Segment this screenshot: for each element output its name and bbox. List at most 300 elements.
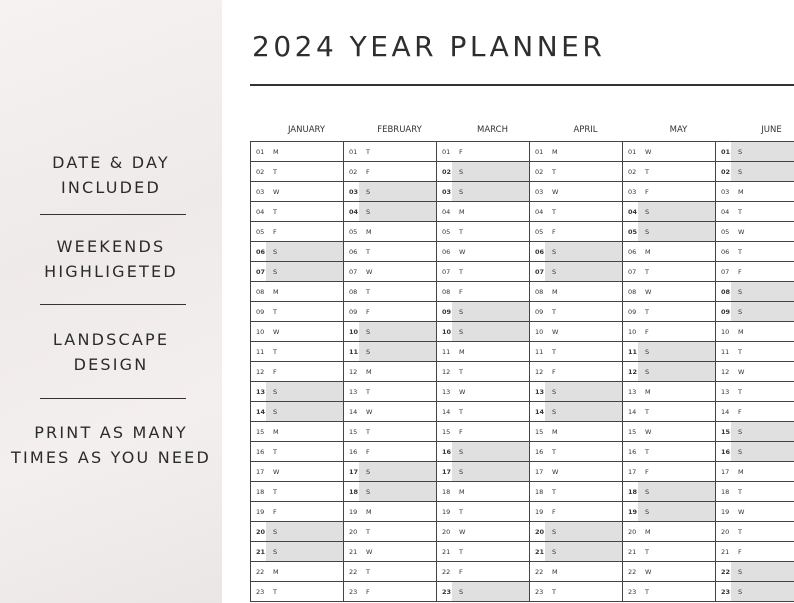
day-row <box>251 322 794 342</box>
weekday-letter: M <box>366 508 372 516</box>
weekday-letter: T <box>552 488 556 496</box>
day-row <box>251 402 794 422</box>
weekday-letter: F <box>645 188 649 196</box>
feature-text <box>0 420 222 470</box>
weekday-letter: M <box>459 488 465 496</box>
weekend-day-cell <box>344 202 437 221</box>
day-cell <box>437 222 530 241</box>
day-cell <box>716 242 794 261</box>
day-number: 09 <box>442 308 452 316</box>
day-number: 01 <box>535 148 544 156</box>
feature-line: HIGHLIGETED <box>44 262 178 281</box>
day-number: 06 <box>721 248 730 256</box>
weekday-letter: T <box>459 368 463 376</box>
weekday-letter: W <box>552 188 559 196</box>
weekday-letter: W <box>459 248 466 256</box>
weekday-letter: T <box>645 268 649 276</box>
month-header: MARCH <box>477 125 508 135</box>
weekday-letter: F <box>645 328 649 336</box>
weekday-letter: T <box>273 448 277 456</box>
day-number: 01 <box>721 148 731 156</box>
feature-text <box>0 327 222 377</box>
day-cell <box>251 482 344 501</box>
weekday-letter: F <box>459 568 463 576</box>
weekday-letter: T <box>273 348 277 356</box>
feature-divider <box>40 304 186 305</box>
day-cell <box>251 142 344 161</box>
weekday-letter: T <box>273 208 277 216</box>
day-number: 17 <box>349 468 359 476</box>
day-cell <box>530 462 623 481</box>
weekday-letter: S <box>273 548 278 556</box>
day-number: 21 <box>442 548 451 556</box>
weekday-letter: M <box>459 208 465 216</box>
day-number: 06 <box>442 248 451 256</box>
weekend-day-cell <box>530 262 623 281</box>
day-cell <box>530 562 623 581</box>
day-number: 21 <box>535 548 545 556</box>
day-cell <box>344 502 437 521</box>
weekday-letter: M <box>645 528 651 536</box>
day-number: 10 <box>256 328 265 336</box>
day-cell <box>437 402 530 421</box>
day-number: 13 <box>256 388 266 396</box>
day-number: 08 <box>442 288 451 296</box>
day-cell <box>716 202 794 221</box>
weekday-letter: W <box>366 548 373 556</box>
day-row <box>251 202 794 222</box>
day-number: 21 <box>256 548 266 556</box>
weekday-letter: W <box>552 468 559 476</box>
weekday-letter: W <box>273 328 280 336</box>
weekend-day-cell <box>251 522 344 541</box>
day-number: 08 <box>721 288 731 296</box>
day-number: 10 <box>442 328 452 336</box>
day-row <box>251 502 794 522</box>
weekday-letter: M <box>645 388 651 396</box>
day-cell <box>623 422 716 441</box>
weekday-letter: T <box>459 408 463 416</box>
day-row <box>251 262 794 282</box>
day-number: 08 <box>256 288 265 296</box>
day-number: 13 <box>349 388 358 396</box>
weekday-letter: S <box>738 148 743 156</box>
weekday-letter: W <box>738 368 745 376</box>
day-number: 21 <box>628 548 637 556</box>
weekday-letter: T <box>366 528 370 536</box>
day-number: 12 <box>256 368 265 376</box>
weekend-day-cell <box>251 402 344 421</box>
day-number: 09 <box>628 308 637 316</box>
weekday-letter: T <box>552 588 556 596</box>
day-number: 22 <box>535 568 544 576</box>
weekday-letter: W <box>645 428 652 436</box>
weekday-letter: S <box>459 588 464 596</box>
day-cell <box>530 582 623 601</box>
weekday-letter: F <box>273 368 277 376</box>
day-number: 16 <box>628 448 637 456</box>
weekday-letter: T <box>645 548 649 556</box>
day-number: 15 <box>535 428 544 436</box>
weekend-day-cell <box>530 402 623 421</box>
day-cell <box>344 522 437 541</box>
day-cell <box>530 282 623 301</box>
weekday-letter: M <box>738 328 744 336</box>
day-cell <box>437 362 530 381</box>
day-number: 21 <box>349 548 358 556</box>
weekday-letter: S <box>738 448 743 456</box>
day-cell <box>251 442 344 461</box>
day-number: 23 <box>535 588 544 596</box>
weekend-day-cell <box>437 582 530 601</box>
day-row <box>251 162 794 182</box>
day-number: 19 <box>256 508 265 516</box>
weekday-letter: S <box>459 308 464 316</box>
weekday-letter: M <box>366 368 372 376</box>
weekday-letter: S <box>273 248 278 256</box>
day-cell <box>251 282 344 301</box>
weekday-letter: W <box>645 288 652 296</box>
weekday-letter: S <box>645 348 650 356</box>
day-cell <box>251 502 344 521</box>
day-cell <box>716 182 794 201</box>
day-number: 18 <box>442 488 451 496</box>
weekday-letter: T <box>366 288 370 296</box>
day-number: 02 <box>256 168 265 176</box>
weekend-day-cell <box>623 202 716 221</box>
day-number: 20 <box>628 528 637 536</box>
planner-grid <box>250 141 794 602</box>
weekday-letter: W <box>273 188 280 196</box>
feature-text <box>0 150 222 200</box>
weekday-letter: T <box>738 528 742 536</box>
day-number: 06 <box>628 248 637 256</box>
month-header: JANUARY <box>287 125 326 135</box>
weekday-letter: S <box>738 288 743 296</box>
day-cell <box>623 442 716 461</box>
day-cell <box>437 422 530 441</box>
weekday-letter: W <box>738 508 745 516</box>
weekday-letter: W <box>552 328 559 336</box>
weekday-letter: T <box>738 388 742 396</box>
weekday-letter: F <box>366 168 370 176</box>
day-number: 05 <box>442 228 451 236</box>
weekday-letter: M <box>552 148 558 156</box>
day-cell <box>437 382 530 401</box>
day-number: 15 <box>256 428 265 436</box>
weekday-letter: F <box>273 508 277 516</box>
day-cell <box>623 242 716 261</box>
day-cell <box>437 542 530 561</box>
day-cell <box>530 202 623 221</box>
day-number: 10 <box>535 328 544 336</box>
weekday-letter: S <box>738 428 743 436</box>
day-number: 17 <box>535 468 544 476</box>
day-number: 05 <box>349 228 358 236</box>
weekday-letter: T <box>459 268 463 276</box>
feature-divider <box>40 398 186 399</box>
day-row <box>251 342 794 362</box>
day-number: 01 <box>256 148 265 156</box>
weekday-letter: T <box>366 248 370 256</box>
day-number: 03 <box>721 188 730 196</box>
weekend-day-cell <box>437 182 530 201</box>
weekday-letter: F <box>366 448 370 456</box>
day-number: 02 <box>442 168 452 176</box>
weekday-letter: F <box>366 588 370 596</box>
weekday-letter: S <box>459 168 464 176</box>
day-number: 01 <box>442 148 451 156</box>
day-cell <box>623 402 716 421</box>
day-number: 03 <box>349 188 359 196</box>
day-number: 22 <box>721 568 731 576</box>
feature-line: LANDSCAPE <box>52 330 170 349</box>
day-number: 20 <box>349 528 358 536</box>
day-row <box>251 562 794 582</box>
weekday-letter: F <box>273 228 277 236</box>
weekend-day-cell <box>623 222 716 241</box>
day-number: 09 <box>349 308 358 316</box>
day-number: 16 <box>256 448 265 456</box>
weekday-letter: S <box>552 268 557 276</box>
day-cell <box>716 362 794 381</box>
day-cell <box>437 202 530 221</box>
day-cell <box>530 322 623 341</box>
weekday-letter: M <box>738 468 744 476</box>
day-number: 13 <box>628 388 637 396</box>
day-cell <box>344 142 437 161</box>
day-cell <box>623 142 716 161</box>
weekday-letter: S <box>366 208 371 216</box>
weekday-letter: T <box>738 348 742 356</box>
day-cell <box>437 282 530 301</box>
feature-line: PRINT AS MANY <box>34 423 188 442</box>
weekday-letter: S <box>645 208 650 216</box>
day-cell <box>716 402 794 421</box>
feature-line: DATE & DAY <box>52 153 170 172</box>
day-number: 14 <box>442 408 451 416</box>
weekday-letter: T <box>273 308 277 316</box>
day-number: 17 <box>628 468 637 476</box>
day-number: 04 <box>535 208 544 216</box>
day-number: 12 <box>349 368 358 376</box>
weekday-letter: S <box>459 468 464 476</box>
day-cell <box>251 202 344 221</box>
weekday-letter: T <box>552 348 556 356</box>
day-cell <box>344 262 437 281</box>
day-number: 13 <box>442 388 451 396</box>
feature-line: WEEKENDS <box>56 237 166 256</box>
weekday-letter: T <box>273 168 277 176</box>
day-number: 11 <box>628 348 638 356</box>
day-cell <box>251 562 344 581</box>
day-number: 02 <box>535 168 544 176</box>
feature-divider <box>40 214 186 215</box>
day-cell <box>251 302 344 321</box>
day-cell <box>530 142 623 161</box>
weekday-letter: M <box>273 428 279 436</box>
day-number: 03 <box>535 188 544 196</box>
day-cell <box>437 262 530 281</box>
day-cell <box>251 222 344 241</box>
weekend-day-cell <box>437 162 530 181</box>
day-row <box>251 222 794 242</box>
day-row <box>251 542 794 562</box>
day-cell <box>437 482 530 501</box>
day-number: 07 <box>535 268 545 276</box>
weekend-day-cell <box>251 262 344 281</box>
day-cell <box>344 362 437 381</box>
day-number: 03 <box>628 188 637 196</box>
day-number: 05 <box>628 228 638 236</box>
weekday-letter: T <box>459 548 463 556</box>
weekend-day-cell <box>716 302 794 321</box>
day-number: 15 <box>628 428 637 436</box>
day-number: 22 <box>349 568 358 576</box>
day-cell <box>437 342 530 361</box>
day-cell <box>530 302 623 321</box>
day-cell <box>251 362 344 381</box>
weekday-letter: M <box>738 188 744 196</box>
weekend-day-cell <box>344 322 437 341</box>
day-cell <box>530 482 623 501</box>
day-cell <box>716 502 794 521</box>
day-cell <box>344 382 437 401</box>
weekday-letter: M <box>645 248 651 256</box>
weekend-day-cell <box>530 382 623 401</box>
weekday-letter: W <box>645 568 652 576</box>
day-number: 20 <box>721 528 730 536</box>
day-number: 09 <box>256 308 265 316</box>
day-cell <box>623 462 716 481</box>
weekday-letter: T <box>366 148 370 156</box>
day-number: 11 <box>721 348 730 356</box>
day-number: 14 <box>256 408 266 416</box>
weekend-day-cell <box>716 562 794 581</box>
day-number: 19 <box>628 508 638 516</box>
day-row <box>251 462 794 482</box>
weekend-day-cell <box>623 342 716 361</box>
day-number: 15 <box>349 428 358 436</box>
weekday-letter: M <box>552 288 558 296</box>
day-number: 17 <box>256 468 265 476</box>
day-number: 21 <box>721 548 730 556</box>
day-row <box>251 142 794 162</box>
weekday-letter: F <box>459 288 463 296</box>
month-header: MAY <box>669 125 688 135</box>
day-number: 08 <box>535 288 544 296</box>
day-number: 07 <box>721 268 730 276</box>
day-number: 06 <box>535 248 545 256</box>
weekday-letter: T <box>645 408 649 416</box>
title-divider <box>250 84 794 86</box>
day-cell <box>437 502 530 521</box>
weekday-letter: W <box>273 468 280 476</box>
day-cell <box>716 522 794 541</box>
weekday-letter: S <box>366 468 371 476</box>
weekend-day-cell <box>716 422 794 441</box>
weekday-letter: M <box>366 228 372 236</box>
month-header: FEBRUARY <box>377 125 422 135</box>
month-header: APRIL <box>573 125 598 135</box>
day-number: 10 <box>628 328 637 336</box>
day-cell <box>437 242 530 261</box>
weekend-day-cell <box>716 142 794 161</box>
weekday-letter: T <box>552 208 556 216</box>
weekday-letter: S <box>459 188 464 196</box>
day-cell <box>623 582 716 601</box>
weekday-letter: W <box>459 528 466 536</box>
day-number: 04 <box>256 208 265 216</box>
day-number: 23 <box>442 588 452 596</box>
weekday-letter: T <box>738 248 742 256</box>
day-number: 18 <box>256 488 265 496</box>
weekend-day-cell <box>344 182 437 201</box>
day-cell <box>623 282 716 301</box>
day-cell <box>437 562 530 581</box>
weekday-letter: M <box>273 288 279 296</box>
day-row <box>251 382 794 402</box>
weekend-day-cell <box>716 442 794 461</box>
weekend-day-cell <box>344 482 437 501</box>
day-cell <box>251 322 344 341</box>
weekday-letter: T <box>366 568 370 576</box>
day-number: 11 <box>256 348 265 356</box>
weekday-letter: W <box>738 228 745 236</box>
day-number: 19 <box>721 508 730 516</box>
day-row <box>251 442 794 462</box>
day-number: 14 <box>628 408 637 416</box>
day-number: 23 <box>721 588 731 596</box>
weekday-letter: S <box>366 348 371 356</box>
day-number: 12 <box>442 368 451 376</box>
day-cell <box>437 522 530 541</box>
day-number: 03 <box>256 188 265 196</box>
day-number: 19 <box>442 508 451 516</box>
day-number: 04 <box>442 208 451 216</box>
feature-line: TIMES AS YOU NEED <box>10 448 212 467</box>
weekday-letter: S <box>273 268 278 276</box>
day-cell <box>344 402 437 421</box>
day-cell <box>530 222 623 241</box>
day-number: 20 <box>442 528 451 536</box>
weekend-day-cell <box>716 282 794 301</box>
weekday-letter: F <box>552 228 556 236</box>
day-cell <box>530 502 623 521</box>
day-number: 19 <box>535 508 544 516</box>
day-cell <box>623 302 716 321</box>
page-title: 2024 YEAR PLANNER <box>252 30 606 63</box>
day-number: 16 <box>442 448 452 456</box>
weekday-letter: S <box>552 408 557 416</box>
day-number: 07 <box>442 268 451 276</box>
day-number: 04 <box>721 208 730 216</box>
day-cell <box>716 222 794 241</box>
day-number: 22 <box>442 568 451 576</box>
weekday-letter: T <box>552 168 556 176</box>
day-number: 18 <box>721 488 730 496</box>
day-cell <box>344 442 437 461</box>
day-number: 15 <box>721 428 731 436</box>
weekend-day-cell <box>344 342 437 361</box>
day-number: 13 <box>721 388 730 396</box>
weekday-letter: M <box>273 568 279 576</box>
weekday-letter: T <box>366 388 370 396</box>
day-number: 23 <box>349 588 358 596</box>
feature-panel <box>0 0 222 603</box>
day-cell <box>716 262 794 281</box>
day-number: 17 <box>442 468 452 476</box>
